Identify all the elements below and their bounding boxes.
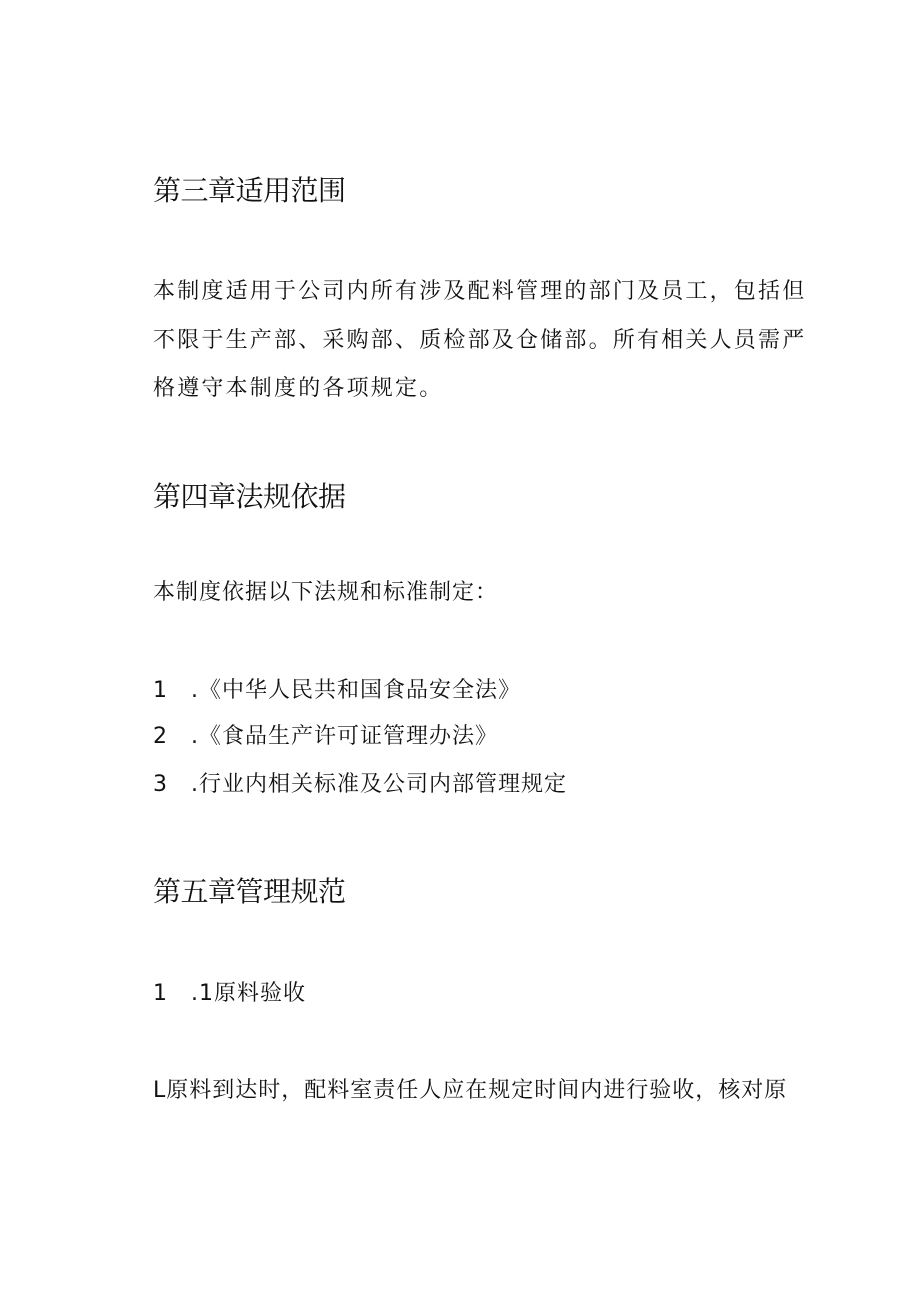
chapter-5-title: 第五章管理规范 — [153, 875, 346, 908]
regulation-item-1-text: .《中华人民共和国食品安全法》 — [191, 678, 521, 703]
chapter-5-body: L原料到达时，配料室责任人应在规定时间内进行验收，核对原 — [153, 1078, 788, 1103]
regulation-item-1 — [153, 676, 521, 706]
section-1-1-number: 1 — [153, 981, 168, 1006]
chapter-4-intro: 本制度依据以下法规和标准制定： — [153, 580, 499, 605]
regulation-item-2-number: 2 — [153, 724, 168, 749]
chapter-3-body: 本制度适用于公司内所有涉及配料管理的部门及员工，包括但不限于生产部、采购部、质检部及仓储部。所有相关人员需严格遵守本制度的各项规定。 — [153, 279, 807, 401]
chapter-3-title: 第三章适用范围 — [153, 174, 346, 207]
chapter-4-title: 第四章法规依据 — [153, 480, 346, 513]
regulation-item-3 — [153, 770, 567, 800]
regulation-item-3-number: 3 — [153, 772, 168, 797]
regulation-item-3-text: .行业内相关标准及公司内部管理规定 — [191, 772, 567, 797]
regulation-item-2 — [153, 722, 498, 752]
section-1-1-heading — [153, 979, 306, 1009]
regulation-item-1-number: 1 — [153, 678, 168, 703]
section-1-1-text: .1原料验收 — [191, 981, 306, 1006]
regulation-item-2-text: .《食品生产许可证管理办法》 — [191, 724, 498, 749]
